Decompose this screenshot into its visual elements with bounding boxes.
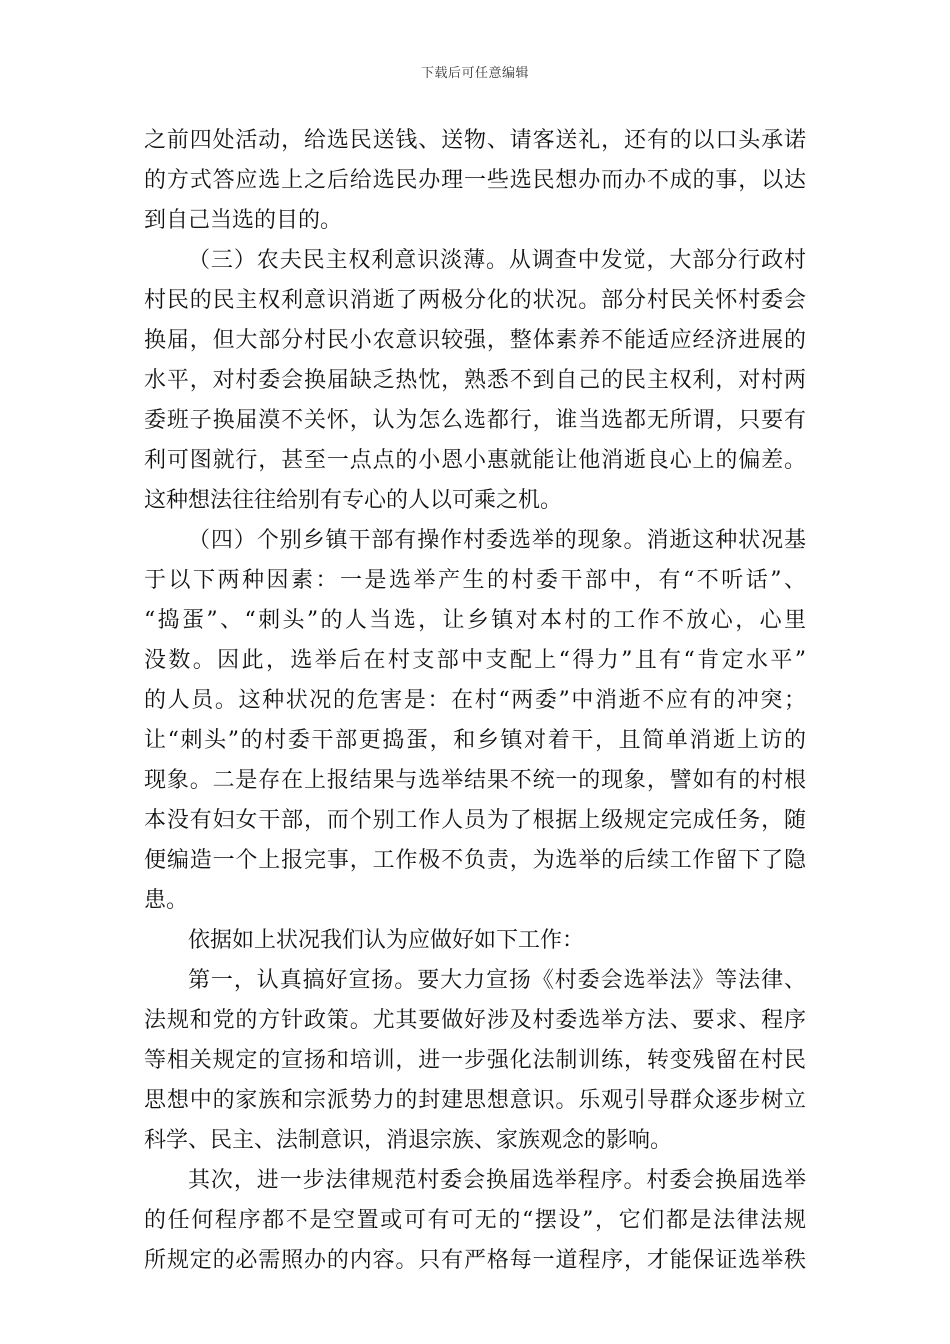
text-line: 科学、民主、法制意识，消退宗族、家族观念的影响。 [144, 1128, 673, 1153]
text-line: （四）个别乡镇干部有操作村委选举的现象。消逝这种状况基 [188, 528, 806, 553]
text-line: 思想中的家族和宗派势力的封建思想意识。乐观引导群众逐步树立 [144, 1088, 806, 1113]
text-line: 这种想法往往给别有专心的人以可乘之机。 [144, 488, 563, 513]
text-line: 的任何程序都不是空置或可有可无的“摆设”，它们都是法律法规 [144, 1208, 806, 1233]
text-line: 让“刺头”的村委干部更捣蛋，和乡镇对着干，且简单消逝上访的 [144, 728, 806, 753]
text-line: 等相关规定的宣扬和培训，进一步强化法制训练，转变残留在村民 [144, 1048, 806, 1073]
text-line: 的人员。这种状况的危害是：在村“两委”中消逝不应有的冲突； [144, 688, 806, 713]
text-line: 依据如上状况我们认为应做好如下工作： [188, 928, 585, 953]
text-line: （三）农夫民主权利意识淡薄。从调查中发觉，大部分行政村 [188, 248, 806, 273]
page-header: 下载后可任意编辑 [420, 66, 529, 81]
text-line: 法规和党的方针政策。尤其要做好涉及村委选举方法、要求、程序 [144, 1008, 806, 1033]
text-line: 患。 [144, 888, 189, 913]
text-line: 其次，进一步法律规范村委会换届选举程序。村委会换届选举 [188, 1168, 806, 1193]
text-line: 现象。二是存在上报结果与选举结果不统一的现象，譬如有的村根 [144, 768, 806, 793]
text-line: 利可图就行，甚至一点点的小恩小惠就能让他消逝良心上的偏差。 [144, 448, 806, 473]
text-line: 水平，对村委会换届缺乏热忱，熟悉不到自己的民主权利，对村两 [144, 368, 806, 393]
text-line: 没数。因此，选举后在村支部中支配上“得力”且有“肯定水平” [144, 648, 806, 673]
text-line: 之前四处活动，给选民送钱、送物、请客送礼，还有的以口头承诺 [144, 128, 806, 153]
text-line: 的方式答应选上之后给选民办理一些选民想办而办不成的事，以达 [144, 168, 806, 193]
text-line: “捣蛋”、“刺头”的人当选，让乡镇对本村的工作不放心，心里 [144, 608, 806, 633]
text-line: 于以下两种因素：一是选举产生的村委干部中，有“不听话”、 [144, 568, 806, 593]
text-line: 换届，但大部分村民小农意识较强，整体素养不能适应经济进展的 [144, 328, 806, 353]
text-line: 委班子换届漠不关怀，认为怎么选都行，谁当选都无所谓，只要有 [144, 408, 806, 433]
document-body [144, 121, 806, 1281]
text-line: 便编造一个上报完事，工作极不负责，为选举的后续工作留下了隐 [144, 848, 806, 873]
text-line: 村民的民主权利意识消逝了两极分化的状况。部分村民关怀村委会 [144, 288, 806, 313]
text-line: 第一，认真搞好宣扬。要大力宣扬《村委会选举法》等法律、 [188, 968, 806, 993]
text-line: 到自己当选的目的。 [144, 208, 343, 233]
text-line: 本没有妇女干部，而个别工作人员为了根据上级规定完成任务，随 [144, 808, 806, 833]
text-line: 所规定的必需照办的内容。只有严格每一道程序，才能保证选举秩 [144, 1248, 806, 1273]
